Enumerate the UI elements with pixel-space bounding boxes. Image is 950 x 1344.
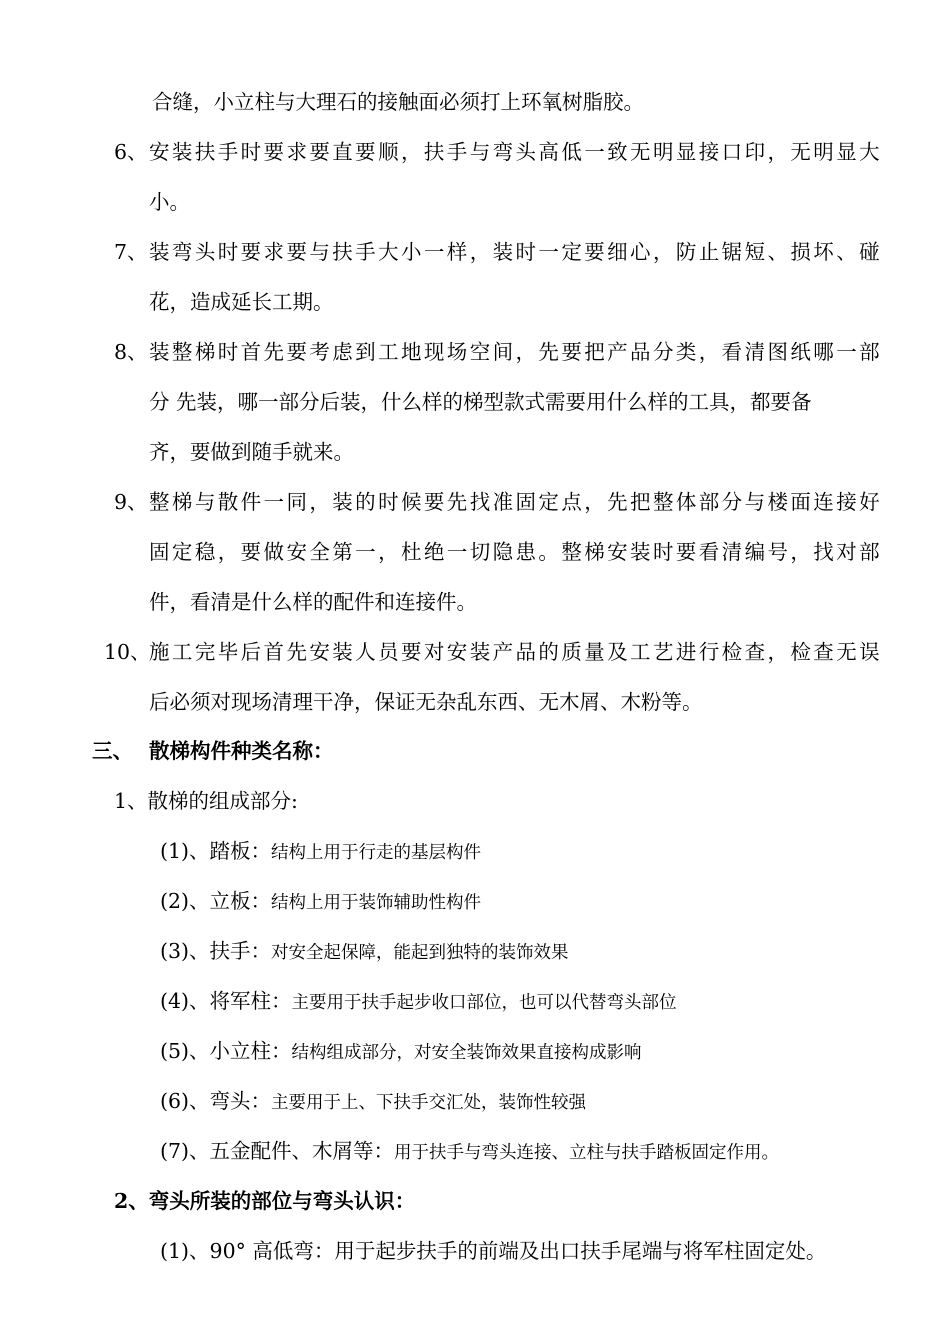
component-label: (2)、立板： [160,889,272,913]
list-item-6-line-2: 小。 [149,190,190,214]
list-item-10-line-2: 后必须对现场清理干净，保证无杂乱东西、无木屑、木粉等。 [149,690,703,714]
component-label: (1)、踏板： [160,839,272,863]
component-item-4 [160,991,677,1013]
component-desc: 结构上用于装饰辅助性构件 [271,893,482,913]
list-item-8-line-2: 分 先装，哪一部分后装，什么样的梯型款式需要用什么样的工具，都要备 [149,390,812,414]
section-number: 三、 [92,739,133,763]
component-desc: 用于扶手与弯头连接、立柱与扶手踏板固定作用。 [394,1143,780,1163]
list-item-7-number: 7、 [114,240,148,264]
elbow-item-1: (1)、90° 高低弯：用于起步扶手的前端及出口扶手尾端与将军柱固定处。 [160,1239,827,1263]
component-label: (5)、小立柱： [160,1039,292,1063]
list-item-7-line-2: 花，造成延长工期。 [149,290,334,314]
component-item-7 [160,1141,779,1163]
list-item-8-line-3: 齐，要做到随手就来。 [149,440,354,464]
component-label: (6)、弯头： [160,1089,272,1113]
list-item-8-number: 8、 [114,340,148,364]
list-item-9-line-3: 件，看清是什么样的配件和连接件。 [149,590,477,614]
component-item-2 [160,891,481,913]
component-desc: 主要用于上、下扶手交汇处，装饰性较强 [271,1093,587,1113]
component-item-1 [160,841,481,863]
list-item-9-line-2: 固 定 稳 ， 要 做 安 全 第 一 ， 杜 绝 一 切 隐 患 。 整 梯 安 装 时 要 看 清 编 号 ， 找 对 部 [149,540,880,564]
list-item-9-line-1: 整 梯 与 散 件 一 同 ， 装 的 时 候 要 先 找 准 固 定 点 ， 先 把 整 体 部 分 与 楼 面 连 接 好 [149,490,880,514]
component-label: (4)、将军柱： [160,989,292,1013]
list-item-continuation: 合缝，小立柱与大理石的接触面必须打上环氧树脂胶。 [152,90,644,114]
component-desc: 对安全起保障，能起到独特的装饰效果 [271,943,569,963]
section-title: 散梯构件种类名称： [149,739,334,763]
component-desc: 主要用于扶手起步收口部位，也可以代替弯头部位 [291,993,677,1013]
list-item-8-line-1: 装 整 梯 时 首 先 要 考 虑 到 工 地 现 场 空 间 ， 先 要 把 产 品 分 类 ， 看 清 图 纸 哪 一 部 [149,340,880,364]
list-item-6-line-1: 安 装 扶 手 时 要 求 要 直 要 顺 ， 扶 手 与 弯 头 高 低 一 致 无 明 显 接 口 印 ， 无 明 显 大 [149,140,880,164]
component-desc: 结构组成部分，对安全装饰效果直接构成影响 [291,1043,642,1063]
component-item-5 [160,1041,642,1063]
list-item-10-number: 10、 [104,640,151,664]
list-item-6-number: 6、 [114,140,148,164]
component-label: (7)、五金配件、木屑等： [160,1139,395,1163]
list-item-10-line-1: 施 工 完 毕 后 首 先 安 装 人 员 要 对 安 装 产 品 的 质 量 及 工 艺 进 行 检 查 ， 检 查 无 误 [149,640,880,664]
component-item-3 [160,941,569,963]
list-item-7-line-1: 装 弯 头 时 要 求 要 与 扶 手 大 小 一 样 ， 装 时 一 定 要 细 心 ， 防 止 锯 短 、 损 坏 、 碰 [149,240,880,264]
component-item-6 [160,1091,586,1113]
subsection-2-heading: 2、弯头所装的部位与弯头认识： [114,1189,416,1213]
component-label: (3)、扶手： [160,939,272,963]
component-desc: 结构上用于行走的基层构件 [271,843,482,863]
list-item-9-number: 9、 [114,490,148,514]
subsection-1-heading: 1、散梯的组成部分: [114,789,298,813]
